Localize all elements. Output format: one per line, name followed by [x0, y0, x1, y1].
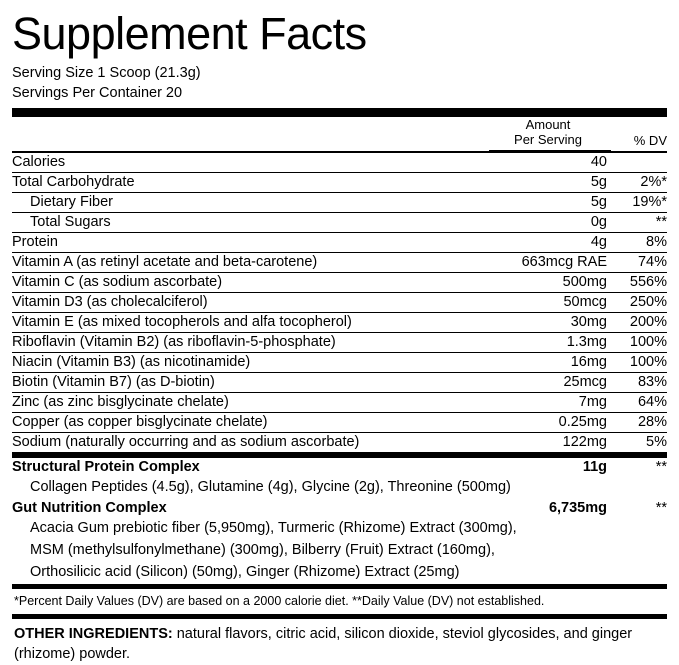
table-row [12, 212, 667, 232]
nutrient-amount: 4g [489, 232, 611, 252]
table-row [12, 352, 667, 372]
nutrient-amount: 5g [489, 172, 611, 192]
blend-daily-value: ** [655, 458, 667, 475]
nutrient-amount: 122mg [489, 432, 611, 452]
nutrients-rows [12, 153, 667, 453]
nutrient-amount: 1.3mg [489, 332, 611, 352]
nutrient-daily-value: 200% [611, 312, 667, 332]
header-amount-line1: Amount [525, 117, 571, 133]
blend-ingredient-text: Orthosilicic acid (Silicon) (50mg), Ginger (Rhizome) Extract (25mg) [30, 564, 460, 580]
nutrient-daily-value: 100% [611, 352, 667, 372]
nutrient-name: Vitamin A (as retinyl acetate and beta-carotene) [12, 252, 489, 272]
nutrient-name: Zinc (as zinc bisglycinate chelate) [12, 392, 489, 412]
nutrient-daily-value: 2%* [611, 172, 667, 192]
nutrient-name: Vitamin C (as sodium ascorbate) [12, 272, 489, 292]
nutrient-daily-value: 74% [611, 252, 667, 272]
nutrient-daily-value: 250% [611, 292, 667, 312]
table-row [12, 412, 667, 432]
nutrient-amount: 0.25mg [489, 412, 611, 432]
blends-rows [12, 458, 667, 585]
other-ingredients-label: OTHER INGREDIENTS: [14, 626, 173, 643]
nutrient-daily-value: 8% [611, 232, 667, 252]
nutrient-name: Protein [12, 232, 489, 252]
table-row [12, 292, 667, 312]
nutrient-daily-value: 28% [611, 412, 667, 432]
blend-name: Gut Nutrition Complex [12, 499, 167, 516]
blend-ingredient-row [12, 477, 667, 499]
blend-amount: 11g [582, 458, 607, 475]
nutrient-name: Calories [12, 153, 489, 173]
nutrient-name: Vitamin D3 (as cholecalciferol) [12, 292, 489, 312]
header-amount-line2: Per Serving [514, 132, 582, 148]
blend-ingredient-row [12, 518, 667, 540]
blend-ingredient-row [12, 540, 667, 562]
nutrient-daily-value: 64% [611, 392, 667, 412]
servings-per-container: Servings Per Container 20 [12, 85, 183, 102]
table-row [12, 192, 667, 212]
blend-ingredient-row [12, 562, 667, 584]
table-header-row [12, 117, 667, 150]
nutrient-name: Copper (as copper bisglycinate chelate) [12, 412, 489, 432]
table-row [12, 432, 667, 452]
nutrient-amount: 40 [489, 153, 611, 173]
blend-ingredient-text: MSM (methylsulfonylmethane) (300mg), Bilberry (Fruit) Extract (160mg), [30, 541, 495, 558]
nutrient-daily-value [611, 153, 667, 173]
nutrition-table-body [12, 117, 667, 150]
nutrient-daily-value: 83% [611, 372, 667, 392]
nutrient-name: Total Sugars [12, 212, 489, 232]
serving-size: Serving Size 1 Scoop (21.3g) [12, 65, 201, 82]
header-amount-per-serving [489, 117, 611, 150]
table-row [12, 332, 667, 352]
nutrient-name: Total Carbohydrate [12, 172, 489, 192]
header-daily-value: % DV [633, 132, 667, 148]
nutrient-name: Dietary Fiber [12, 192, 489, 212]
nutrient-name: Vitamin E (as mixed tocopherols and alfa tocopherol) [12, 312, 489, 332]
table-row [12, 312, 667, 332]
table-row [12, 153, 667, 173]
nutrient-daily-value: 19%* [611, 192, 667, 212]
other-ingredients-text-line1: natural flavors, citric acid, silicon dioxide, steviol glycosides, and ginger [176, 626, 633, 643]
table-row [12, 172, 667, 192]
table-row [12, 252, 667, 272]
nutrient-amount: 30mg [489, 312, 611, 332]
nutrient-amount: 7mg [489, 392, 611, 412]
nutrient-name: Riboflavin (Vitamin B2) (as riboflavin-5-phosphate) [12, 332, 489, 352]
table-row [12, 272, 667, 292]
blend-header-row [12, 458, 667, 477]
daily-value-footnote: *Percent Daily Values (DV) are based on a 2000 calorie diet. **Daily Value (DV) not established. [14, 594, 545, 609]
nutrient-name: Biotin (Vitamin B7) (as D-biotin) [12, 372, 489, 392]
other-ingredients-text-line2: (rhizome) powder. [14, 645, 131, 662]
nutrient-amount: 5g [489, 192, 611, 212]
divider-thick-top [12, 108, 667, 117]
blend-name: Structural Protein Complex [12, 458, 200, 475]
blend-amount: 6,735mg [548, 499, 607, 516]
nutrient-name: Sodium (naturally occurring and as sodium ascorbate) [12, 432, 489, 452]
header-blank [12, 117, 489, 150]
nutrient-amount: 663mcg RAE [489, 252, 611, 272]
blend-daily-value: ** [655, 499, 667, 516]
blend-header-row [12, 499, 667, 518]
nutrient-amount: 25mcg [489, 372, 611, 392]
nutrient-amount: 0g [489, 212, 611, 232]
nutrient-amount: 16mg [489, 352, 611, 372]
nutrient-amount: 50mcg [489, 292, 611, 312]
nutrient-daily-value: ** [611, 212, 667, 232]
nutrient-amount: 500mg [489, 272, 611, 292]
table-row [12, 372, 667, 392]
nutrient-daily-value: 100% [611, 332, 667, 352]
blend-ingredient-text: Collagen Peptides (4.5g), Glutamine (4g), Glycine (2g), Threonine (500mg) [30, 478, 511, 495]
table-row [12, 392, 667, 412]
blends-table [12, 458, 667, 585]
nutrition-table [12, 117, 667, 151]
nutrient-name: Niacin (Vitamin B3) (as nicotinamide) [12, 352, 489, 372]
nutrients-table [12, 153, 667, 453]
table-row [12, 232, 667, 252]
nutrient-daily-value: 556% [611, 272, 667, 292]
nutrient-daily-value: 5% [611, 432, 667, 452]
page-title: Supplement Facts [12, 8, 367, 59]
blend-ingredient-text: Acacia Gum prebiotic fiber (5,950mg), Turmeric (Rhizome) Extract (300mg), [30, 519, 517, 536]
